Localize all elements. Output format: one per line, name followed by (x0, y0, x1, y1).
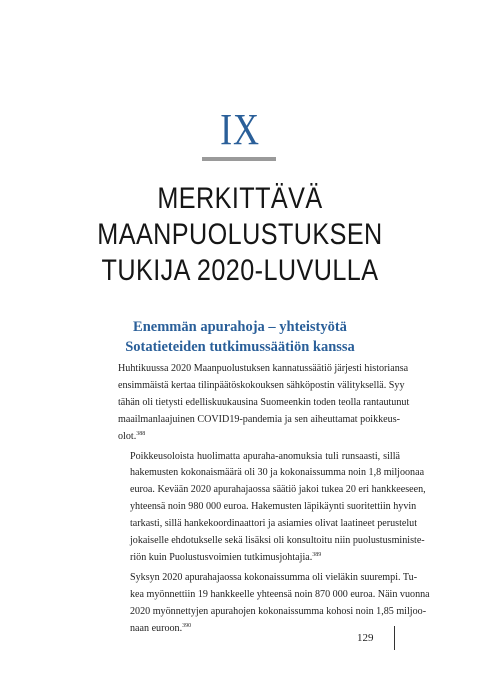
text-line (118, 550, 400, 567)
footnote-ref: 389 (312, 551, 322, 558)
chapter-title-line: TUKIJA 2020-LUVULLA (101, 254, 379, 287)
chapter-title-line: MAANPUOLUSTUKSEN (97, 218, 383, 251)
footnote-ref: 390 (182, 622, 192, 629)
paragraph (118, 449, 426, 567)
text-line: ensimmäistä kertaa tilinpäätöskokouksen sähköpostin välityksellä. Syy (118, 379, 405, 391)
text-line-content: naan euroon. (130, 622, 183, 634)
section-heading-line: Sotatieteiden tutkimussäätiön kanssa (125, 339, 355, 355)
text-line (118, 429, 400, 446)
text-line: tarkasti, sillä hankekoordinaattori ja asiamies olivat laatineet perustelut (130, 518, 418, 530)
page-number: 129 (357, 632, 374, 644)
text-line-content: olot. (118, 430, 137, 442)
chapter-number: IX (220, 105, 260, 154)
text-line: euroa. Kevään 2020 apurahajaossa säätiö jakoi tukea 20 eri hankkeeseen, (130, 484, 426, 496)
text-line: kea myönnettiin 19 hankkeelle yhteensä noin 870 000 euroa. Näin vuonna (130, 588, 430, 600)
text-line: hakemusten kokonaismäärä oli 30 ja kokonaissumma noin 1,8 miljoonaa (130, 467, 425, 479)
chapter-title-line: MERKITTÄVÄ (157, 182, 323, 215)
body-text (118, 361, 430, 638)
section-heading (60, 317, 420, 357)
section-heading-line: Enemmän apurahoja – yhteistyötä (133, 319, 347, 335)
text-line: Poikkeusoloista huolimatta apuraha-anomuksia tuli runsaasti, sillä (130, 450, 400, 462)
page-number-rule (394, 626, 395, 650)
text-line: jokaiselle ehdotukselle sekä lisäksi oli konsultoitu niin puolustusministe- (130, 535, 425, 547)
text-line: Huhtikuussa 2020 Maanpuolustuksen kannatussäätiö järjesti historiansa (118, 363, 409, 374)
text-line: 2020 myönnettyjen apurahojen kokonaissumma kohosi noin 1,85 miljoo- (130, 605, 427, 617)
text-line: maailmanlaajuinen COVID19-pandemia ja sen aiheuttamat poikkeus- (118, 413, 400, 425)
chapter-rule (202, 157, 276, 161)
footnote-ref: 388 (136, 430, 146, 437)
paragraph (118, 361, 410, 446)
text-line: yhteensä noin 980 000 euroa. Hakemusten läpikäynti suoritettiin hyvin (130, 501, 417, 513)
text-line: Syksyn 2020 apurahajaossa kokonaissumma oli vieläkin suurempi. Tu- (130, 571, 418, 583)
paragraph (118, 570, 430, 638)
text-line: tähän oli tietysti edelliskuukausina Suomeenkin toden teolla rantautunut (118, 396, 410, 408)
chapter-title (40, 181, 440, 289)
text-line-content: riön kuin Puolustusvoimien tutkimusjohtajia. (130, 551, 313, 563)
